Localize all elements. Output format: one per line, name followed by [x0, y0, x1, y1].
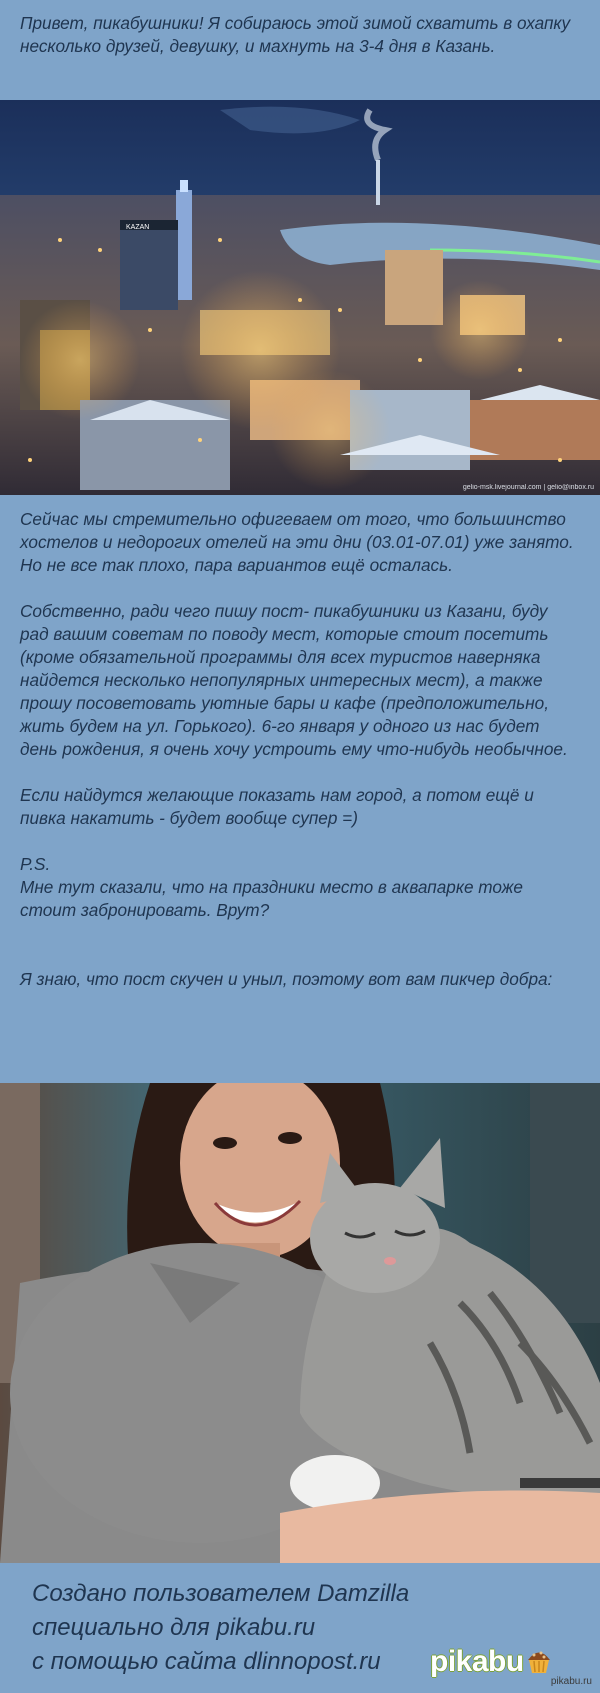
- paragraph-ps: P.S. Мне тут сказали, что на праздники место в аквапарке тоже стоит забронировать. Врут?: [20, 854, 523, 920]
- photo-credit: gelio-msk.livejournal.com | gelio@inbox.ru: [462, 484, 594, 491]
- paragraph-guides: Если найдутся желающие показать нам город, а потом ещё и пивка накатить - будет вообще супер =): [20, 785, 534, 828]
- paragraph-hostels: Сейчас мы стремительно офигеваем от того, что большинство хостелов и недорогих отелей на эти дни (03.01-07.01) уже занято. Но не все так плохо, пара вариантов ещё осталась.: [20, 509, 574, 575]
- footer-made-with[interactable]: с помощью сайта dlinnopost.ru: [32, 1648, 381, 1675]
- post-intro: Привет, пикабушники! Я собираюсь этой зимой схватить в охапку несколько друзей, девушку, и махнуть на 3-4 дня в Казань.: [20, 13, 571, 56]
- city-night-illustration: [0, 100, 600, 495]
- footer: [0, 1563, 600, 1693]
- girl-cat-illustration: [0, 1083, 600, 1563]
- pikabu-watermark: pikabu.ru: [550, 1676, 592, 1687]
- muffin-icon: [524, 1645, 554, 1675]
- kazan-city-photo: [0, 100, 600, 495]
- pikabu-logo[interactable]: [430, 1645, 554, 1679]
- girl-with-cat-photo: [0, 1083, 600, 1563]
- paragraph-advice: Собственно, ради чего пишу пост- пикабушники из Казани, буду рад вашим советам по поводу мест, которые стоит посетить (кроме обязательной программы для всех туристов наверняка найдется несколько непопулярных интересных мест), а также прошу посоветовать уютные бары и кафе (предположительно, жить будем на ул. Горького). 6-го января у одного из нас будет день рождения, я очень хочу устроить ему что-нибудь необычное.: [20, 601, 568, 759]
- footer-created-by: Создано пользователем Damzilla: [32, 1580, 410, 1607]
- kazan-sign: KAZAN: [126, 224, 150, 231]
- paragraph-picture-intro: Я знаю, что пост скучен и уныл, поэтому вот вам пикчер добра:: [20, 969, 553, 989]
- pikabu-logo-text: pikabu: [430, 1645, 524, 1678]
- footer-for-site: специально для pikabu.ru: [32, 1614, 316, 1641]
- post-body: [20, 508, 580, 1014]
